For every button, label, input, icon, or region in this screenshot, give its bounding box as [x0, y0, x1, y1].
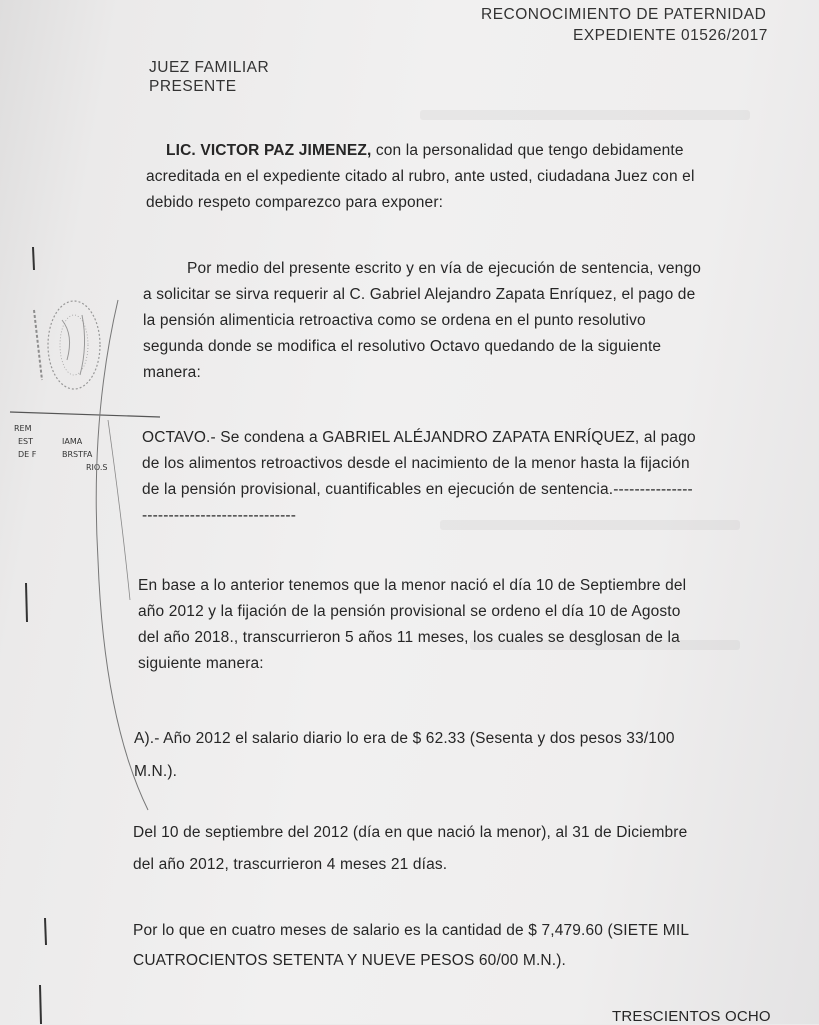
case-number: EXPEDIENTE 01526/2017 [573, 27, 768, 44]
document-title: RECONOCIMIENTO DE PATERNIDAD [481, 6, 767, 23]
stamp-text-4: IAMA [62, 437, 83, 446]
item-a-line-1: A).- Año 2012 el salario diario lo era de $ 62.33 (Sesenta y dos pesos 33/100 [134, 730, 675, 747]
item-a-line-2: M.N.). [134, 763, 178, 780]
addressee-line-2: PRESENTE [149, 78, 237, 95]
octavo-line-4: ----------------------------- [142, 507, 297, 524]
basis-line-2: año 2012 y la fijación de la pensión provisional se ordeno el día 10 de Agosto [138, 603, 681, 620]
request-line-2: a solicitar se sirva requerir al C. Gabriel Alejandro Zapata Enríquez, el pago de [143, 286, 696, 303]
request-line-4: segunda donde se modifica el resolutivo Octavo quedando de la siguiente [143, 338, 662, 355]
basis-line-1: En base a lo anterior tenemos que la menor nació el día 10 de Septiembre del [138, 577, 687, 594]
intro-line-3: debido respeto comparezco para exponer: [146, 194, 444, 211]
basis-line-3: del año 2018., transcurrieron 5 años 11 meses, los cuales se desglosan de la [138, 629, 680, 646]
period-line-2: del año 2012, trascurrieron 4 meses 21 días. [133, 856, 448, 873]
period-line-1: Del 10 de septiembre del 2012 (día en que nació la menor), al 31 de Diciembre [133, 824, 688, 841]
addressee-line-1: JUEZ FAMILIAR [149, 59, 270, 76]
request-line-1: Por medio del presente escrito y en vía de ejecución de sentencia, vengo [187, 260, 701, 277]
basis-line-4: siguiente manera: [138, 655, 264, 672]
octavo-line-3: de la pensión provisional, cuantificables en ejecución de sentencia.--------------- [142, 481, 693, 498]
request-line-3: la pensión alimenticia retroactiva como se ordena en el punto resolutivo [143, 312, 646, 329]
octavo-line-2: de los alimentos retroactivos desde el nacimiento de la menor hasta la fijación [142, 455, 690, 472]
stamp-text-3: DE F [18, 450, 37, 459]
intro-line-1: con la personalidad que tengo debidamente [371, 142, 684, 159]
stamp-text-1: REM [14, 424, 32, 433]
request-line-5: manera: [143, 364, 201, 381]
octavo-line-1: OCTAVO.- Se condena a GABRIEL ALÉJANDRO ZAPATA ENRÍQUEZ, al pago [142, 429, 696, 446]
attorney-name: LIC. VICTOR PAZ JIMENEZ, [166, 142, 372, 159]
intro-line-2: acreditada en el expediente citado al rubro, ante usted, ciudadana Juez con el [146, 168, 695, 185]
cutoff-text: TRESCIENTOS OCHO [612, 1008, 771, 1025]
stamp-text-2: EST [18, 437, 34, 446]
amount-line-1: Por lo que en cuatro meses de salario es la cantidad de $ 7,479.60 (SIETE MIL [133, 922, 690, 939]
stamp-text-5: BRSTFA [62, 450, 93, 459]
amount-line-2: CUATROCIENTOS SETENTA Y NUEVE PESOS 60/00 M.N.). [133, 952, 566, 969]
stamp-text-6: RIO.S [86, 463, 108, 472]
